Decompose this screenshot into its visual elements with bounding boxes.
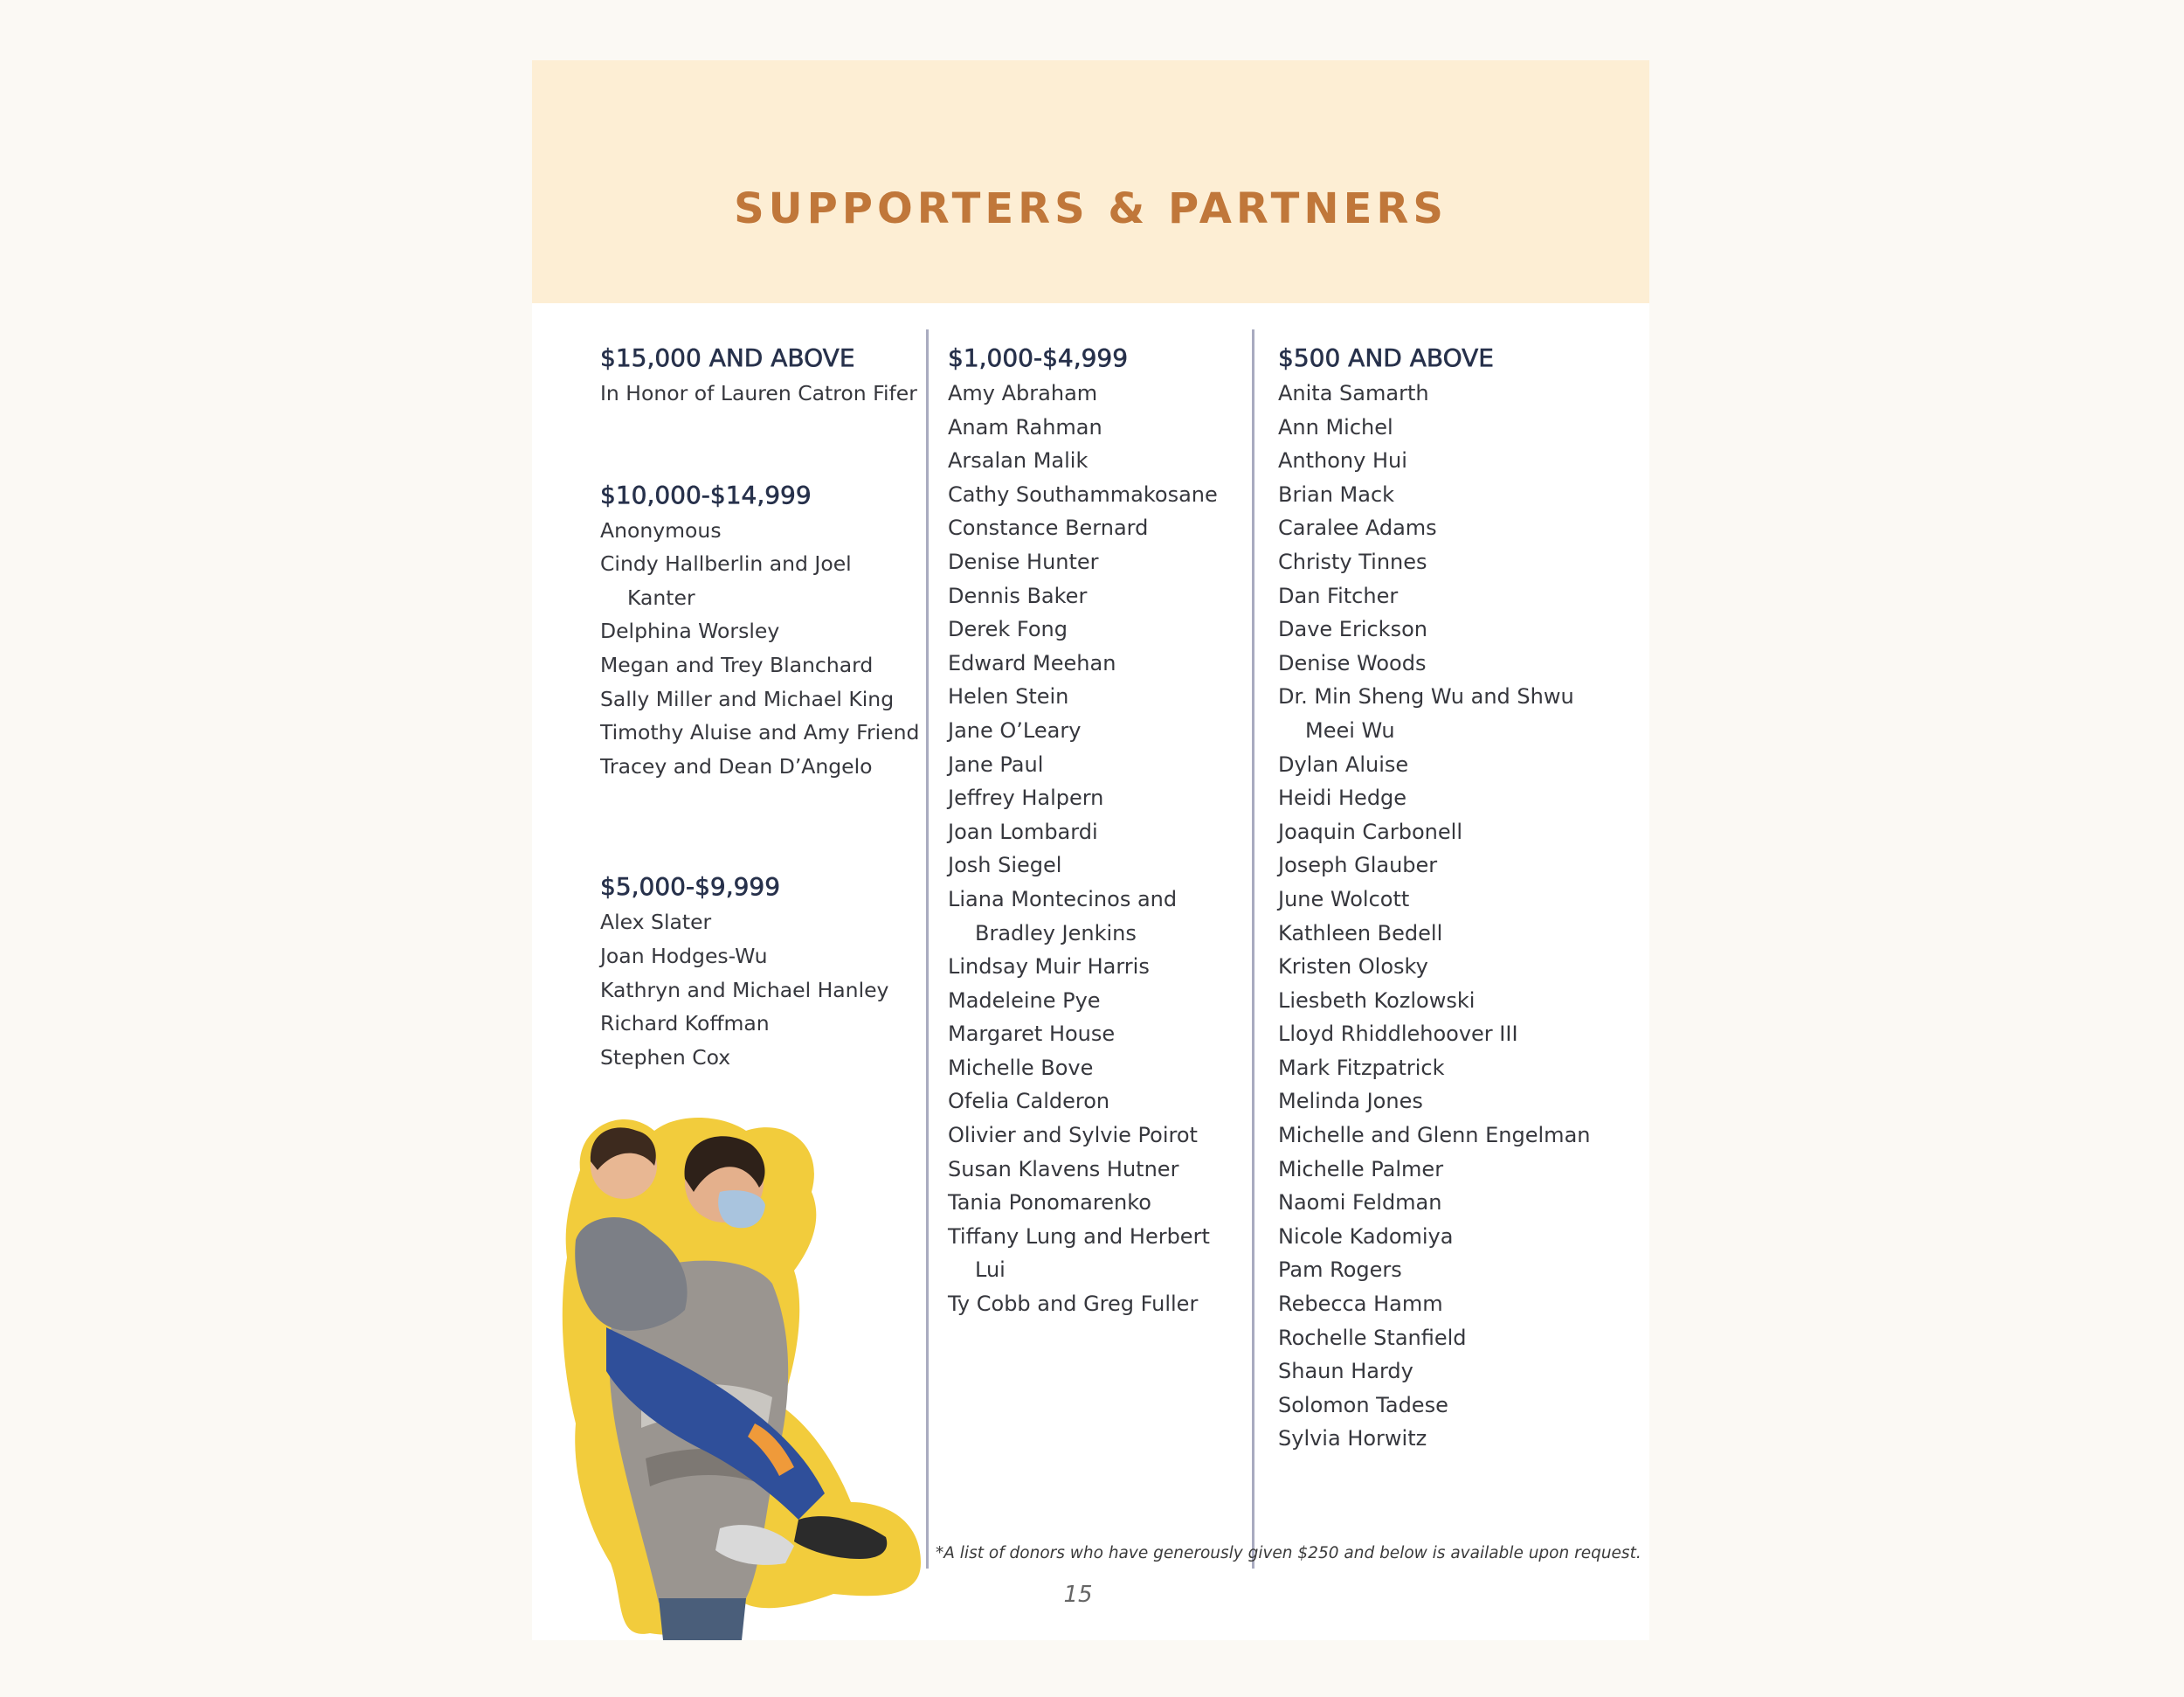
- donor-name: Olivier and Sylvie Poirot: [948, 1123, 1198, 1148]
- donor-name: Timothy Aluise and Amy Friend: [600, 720, 920, 745]
- donor-name: Josh Siegel: [948, 853, 1062, 878]
- donor-name: Sylvia Horwitz: [1278, 1426, 1427, 1451]
- donor-column-1: [600, 340, 923, 1074]
- donor-name: Sally Miller and Michael King: [600, 686, 895, 711]
- donor-name: Jane O’Leary: [948, 717, 1082, 743]
- donor-name: Dylan Aluise: [1278, 752, 1409, 777]
- donor-list: [1278, 377, 1601, 1456]
- donor-name: Tiffany Lung and Herbert Lui: [948, 1223, 1210, 1283]
- donor-name: Melinda Jones: [1278, 1089, 1423, 1114]
- donor-column-3: [1278, 340, 1601, 1456]
- donor-name: Joan Hodges-Wu: [600, 943, 768, 968]
- donor-name: Stephen Cox: [600, 1044, 731, 1070]
- donor-name: Derek Fong: [948, 617, 1068, 642]
- donor-list: [600, 377, 923, 411]
- donor-name: Cathy Southammakosane: [948, 481, 1218, 507]
- donor-name: Joaquin Carbonell: [1278, 819, 1462, 844]
- donor-name: Dr. Min Sheng Wu and Shwu Meei Wu: [1278, 684, 1574, 743]
- donor-name: Ty Cobb and Greg Fuller: [948, 1292, 1199, 1317]
- children-photo: [545, 1109, 930, 1640]
- donor-name: Edward Meehan: [948, 650, 1116, 675]
- donor-name: Madeleine Pye: [948, 987, 1101, 1013]
- donor-name: June Wolcott: [1278, 886, 1410, 911]
- donor-list: [600, 905, 923, 1074]
- donor-group-10000-14999: [600, 477, 923, 784]
- donor-group-500-above: [1278, 340, 1601, 1456]
- donor-name: Dave Erickson: [1278, 617, 1427, 642]
- donor-name: Joan Lombardi: [948, 819, 1098, 844]
- donor-name: Jane Paul: [948, 752, 1044, 777]
- title-banner: [532, 60, 1649, 303]
- donor-name: Rochelle Stanfield: [1278, 1325, 1467, 1350]
- donor-name: Jeffrey Halpern: [948, 786, 1104, 811]
- donor-group-1000-4999: [948, 340, 1245, 1321]
- donor-name: Megan and Trey Blanchard: [600, 652, 874, 677]
- donor-name: Anita Samarth: [1278, 381, 1429, 405]
- donor-name: Ann Michel: [1278, 414, 1393, 440]
- donor-name: Lloyd Rhiddlehoover III: [1278, 1022, 1518, 1047]
- group-heading: $1,000-$4,999: [948, 343, 1129, 372]
- donor-name: Lindsay Muir Harris: [948, 954, 1150, 980]
- donor-list: [948, 377, 1245, 1321]
- group-heading: $500 AND ABOVE: [1278, 343, 1494, 372]
- donor-name: Anthony Hui: [1278, 448, 1407, 474]
- donor-name: Liesbeth Kozlowski: [1278, 987, 1476, 1013]
- donor-name: Pam Rogers: [1278, 1257, 1402, 1283]
- group-heading: $10,000-$14,999: [600, 480, 812, 509]
- donor-list: [600, 514, 923, 784]
- page-title: SUPPORTERS & PARTNERS: [734, 184, 1448, 233]
- donor-name: Caralee Adams: [1278, 516, 1437, 541]
- donor-name: Dan Fitcher: [1278, 583, 1399, 608]
- donor-name: Brian Mack: [1278, 481, 1395, 507]
- donor-name: Heidi Hedge: [1278, 786, 1407, 811]
- donor-name: Liana Montecinos and Bradley Jenkins: [948, 886, 1178, 945]
- report-page: [532, 60, 1649, 1640]
- donor-name: Helen Stein: [948, 684, 1069, 710]
- donor-name: Richard Koffman: [600, 1011, 770, 1036]
- donor-name: Michelle Palmer: [1278, 1156, 1444, 1181]
- donor-name: Shaun Hardy: [1278, 1359, 1413, 1384]
- donor-name: Anam Rahman: [948, 414, 1102, 440]
- donor-name: Tracey and Dean D’Angelo: [600, 753, 873, 779]
- donor-name: Margaret House: [948, 1022, 1116, 1047]
- donor-name: Amy Abraham: [948, 381, 1098, 405]
- donor-name: Alex Slater: [600, 910, 712, 935]
- donor-name: Arsalan Malik: [948, 448, 1089, 474]
- donor-name: Anonymous: [600, 517, 722, 543]
- donor-name: Nicole Kadomiya: [1278, 1223, 1454, 1249]
- donor-name: Mark Fitzpatrick: [1278, 1055, 1445, 1080]
- donor-name: Solomon Tadese: [1278, 1392, 1448, 1417]
- donor-name: Joseph Glauber: [1278, 853, 1438, 878]
- donor-name: In Honor of Lauren Catron Fifer: [600, 381, 917, 405]
- donor-name: Michelle and Glenn Engelman: [1278, 1123, 1591, 1148]
- column-divider-2: [1252, 329, 1254, 1569]
- group-heading: $15,000 AND ABOVE: [600, 343, 855, 372]
- donor-name: Kristen Olosky: [1278, 954, 1428, 980]
- donor-name: Constance Bernard: [948, 516, 1149, 541]
- donor-name: Denise Hunter: [948, 549, 1099, 574]
- donor-column-2: [948, 340, 1245, 1321]
- donor-name: Michelle Bove: [948, 1055, 1094, 1080]
- donor-name: Susan Klavens Hutner: [948, 1156, 1179, 1181]
- donor-name: Kathryn and Michael Hanley: [600, 977, 889, 1002]
- donor-group-15000-above: [600, 340, 923, 411]
- page-number: 15: [1063, 1582, 1093, 1608]
- donor-name: Ofelia Calderon: [948, 1089, 1110, 1114]
- donor-name: Naomi Feldman: [1278, 1190, 1442, 1216]
- footnote: *A list of donors who have generously given $250 and below is available upon request.: [936, 1544, 1641, 1562]
- donor-name: Rebecca Hamm: [1278, 1292, 1443, 1317]
- donor-name: Kathleen Bedell: [1278, 920, 1443, 945]
- donor-name: Christy Tinnes: [1278, 549, 1427, 574]
- donor-group-5000-9999: [600, 869, 923, 1074]
- donor-name: Dennis Baker: [948, 583, 1088, 608]
- donor-name: Denise Woods: [1278, 650, 1427, 675]
- group-heading: $5,000-$9,999: [600, 872, 781, 902]
- donor-name: Delphina Worsley: [600, 619, 780, 644]
- donor-name: Tania Ponomarenko: [948, 1190, 1151, 1216]
- donor-name: Cindy Hallberlin and Joel Kanter: [600, 551, 852, 610]
